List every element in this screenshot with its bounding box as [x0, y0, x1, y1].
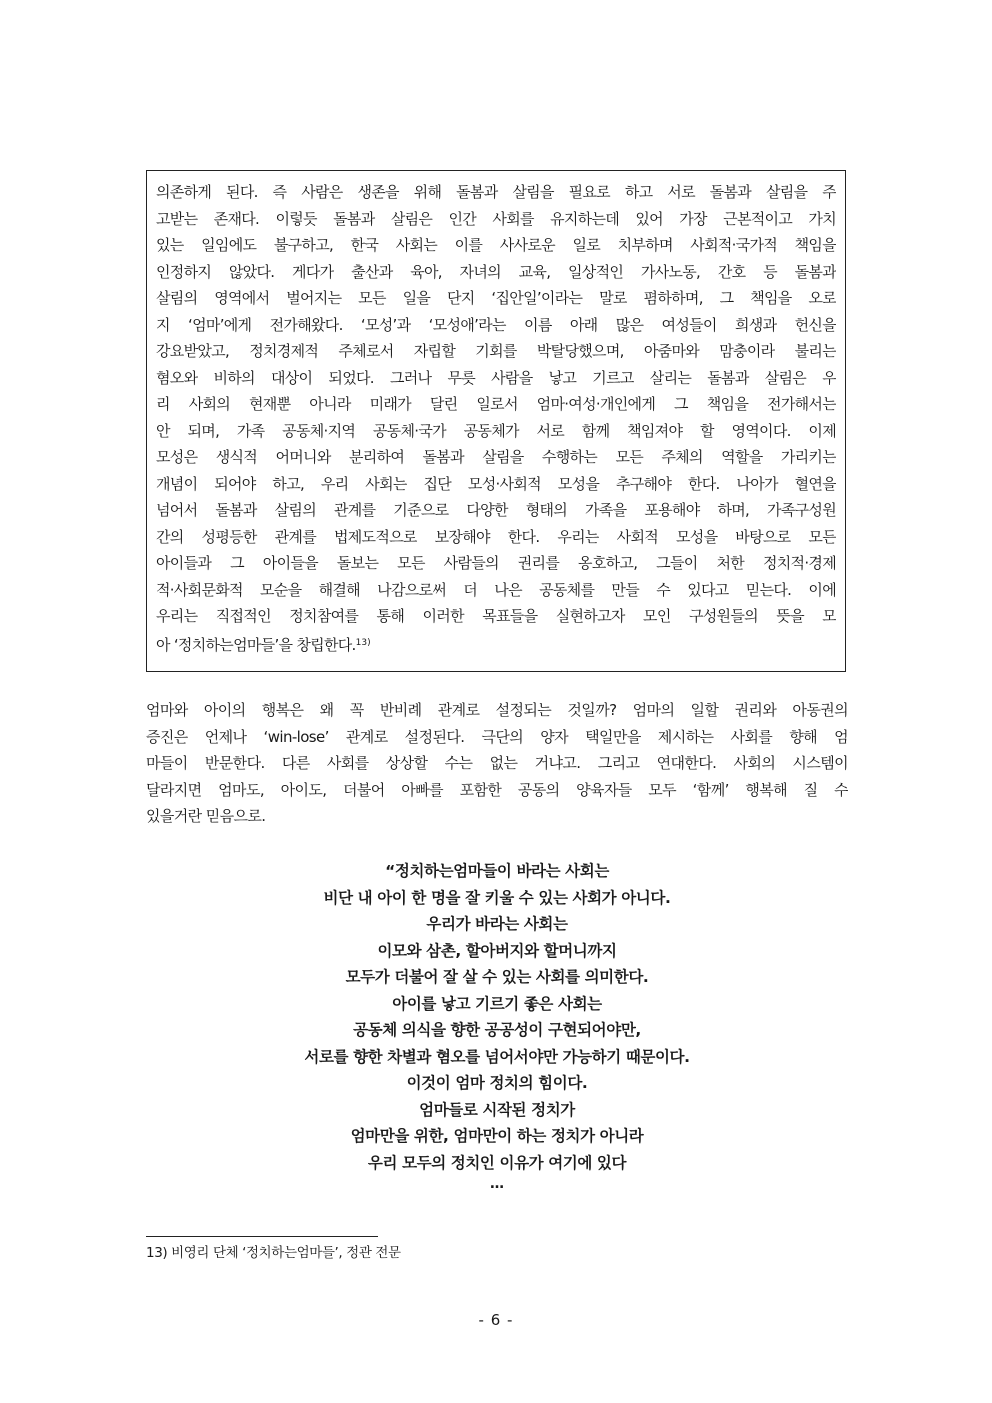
quote-line: 모두가 더불어 잘 살 수 있는 사회를 의미한다.	[345, 968, 649, 986]
boxed-line: 적·사회문화적 모순을 해결해 나감으로써 더 나은 공동체를 만들 수 있다고 믿는다. 이에	[156, 580, 836, 599]
boxed-line: 고받는 존재다. 이렇듯 돌봄과 살림은 인간 사회를 유지하는데 있어 가장 근본적이고 가치	[156, 209, 836, 228]
quote-line: “정치하는엄마들이 바라는 사회는	[385, 862, 609, 880]
quote-line: 비단 내 아이 한 명을 잘 키울 수 있는 사회가 아니다.	[323, 888, 671, 907]
paragraph-line: 증진은 언제나 ‘win-lose’ 관계로 설정된다. 극단의 양자 택일만을 제시하는 사회를 향해 엄	[146, 727, 848, 746]
boxed-line: 간의 성평등한 관계를 법제도적으로 보장해야 한다. 우리는 사회적 모성을 바탕으로 모든	[156, 527, 836, 546]
boxed-line-text: 아 ‘정치하는엄마들’을 창립한다.	[156, 635, 356, 654]
boxed-line: 인정하지 않았다. 게다가 출산과 육아, 자녀의 교육, 일상적인 가사노동, 간호 등 돌봄과	[156, 262, 836, 281]
quote-line: 공동체 의식을 향한 공공성이 구현되어야만,	[353, 1021, 641, 1039]
boxed-line: 우리는 직접적인 정치참여를 통해 이러한 목표들을 실현하고자 모인 구성원들의 뜻을 모	[156, 607, 836, 625]
boxed-line: 혐오와 비하의 대상이 되었다. 그러나 무릇 사람을 낳고 기르고 살리는 돌봄과 살림은 우	[156, 368, 836, 387]
quote-line: 엄마만을 위한, 엄마만이 하는 정치가 아니라	[350, 1127, 644, 1145]
boxed-line: 리 사회의 현재뿐 아니라 미래가 달린 일로서 엄마·여성·개인에게 그 책임을 전가해서는	[156, 395, 836, 413]
boxed-line: 넘어서 돌봄과 살림의 관계를 기준으로 다양한 형태의 가족을 포용해야 하며, 가족구성원	[156, 501, 836, 519]
body-paragraph	[146, 697, 848, 830]
boxed-line: 의존하게 된다. 즉 사람은 생존을 위해 돌봄과 살림을 필요로 하고 서로 돌봄과 살림을 주	[156, 183, 836, 201]
boxed-line: 모성은 생식적 어머니와 분리하여 돌봄과 살림을 수행하는 모든 주체의 역할을 가리키는	[156, 448, 836, 466]
boxed-line: 안 되며, 가족 공동체·지역 공동체·국가 공동체가 서로 함께 책임져야 할 영역이다. 이제	[156, 421, 836, 440]
boxed-line: 개념이 되어야 하고, 우리 사회는 집단 모성·사회적 모성을 추구해야 한다. 나아가 혈연을	[156, 474, 836, 493]
boxed-line: 아이들과 그 아이들을 돌보는 모든 사람들의 권리를 옹호하고, 그들이 처한 정치적·경제	[156, 554, 836, 572]
page-number: - 6 -	[478, 1311, 514, 1329]
quote-line: 우리가 바라는 사회는	[426, 915, 568, 933]
boxed-quote	[146, 170, 846, 672]
centered-quote	[146, 858, 848, 1196]
paragraph-line: 마들이 반문한다. 다른 사회를 상상할 수는 없는 거냐고. 그리고 연대한다. 사회의 시스템이	[146, 754, 848, 772]
quote-line: 이것이 엄마 정치의 힘이다.	[406, 1074, 588, 1092]
quote-line: 우리 모두의 정치인 이유가 여기에 있다	[367, 1153, 627, 1172]
footnote-reference[interactable]: 13)	[355, 637, 371, 648]
paragraph-line: 엄마와 아이의 행복은 왜 꼭 반비례 관계로 설정되는 것일까? 엄마의 일할 권리와 아동권의	[146, 701, 848, 719]
boxed-line: 지 ‘엄마’에게 전가해왔다. ‘모성’과 ‘모성애’라는 이름 아래 많은 여성들이 희생과 헌신을	[156, 315, 836, 334]
boxed-line: 강요받았고, 정치경제적 주체로서 자립할 기회를 박탈당했으며, 아줌마와 맘충이라 불리는	[156, 342, 836, 360]
boxed-line: 살림의 영역에서 벌어지는 모든 일을 단지 ‘집안일’이라는 말로 폄하하며, 그 책임을 오로	[156, 289, 836, 307]
footnote: 13) 비영리 단체 ‘정치하는엄마들’, 정관 전문	[146, 1245, 401, 1261]
quote-line: 서로를 향한 차별과 혐오를 넘어서야만 가능하기 때문이다.	[304, 1047, 690, 1066]
quote-line: 이모와 삼촌, 할아버지와 할머니까지	[377, 941, 617, 960]
quote-line: 엄마들로 시작된 정치가	[419, 1100, 575, 1119]
quote-ellipsis: …	[490, 1176, 504, 1192]
boxed-line: 있는 일임에도 불구하고, 한국 사회는 이를 사사로운 일로 치부하며 사회적·국가적 책임을	[156, 236, 836, 254]
boxed-line-last	[156, 630, 836, 657]
paragraph-line: 있을거란 믿음으로.	[146, 807, 266, 825]
footnote-divider	[146, 1236, 378, 1237]
quote-line: 아이를 낳고 기르기 좋은 사회는	[392, 994, 602, 1013]
paragraph-line: 달라지면 엄마도, 아이도, 더불어 아빠를 포함한 공동의 양육자들 모두 ‘함께’ 행복해 질 수	[146, 780, 848, 799]
